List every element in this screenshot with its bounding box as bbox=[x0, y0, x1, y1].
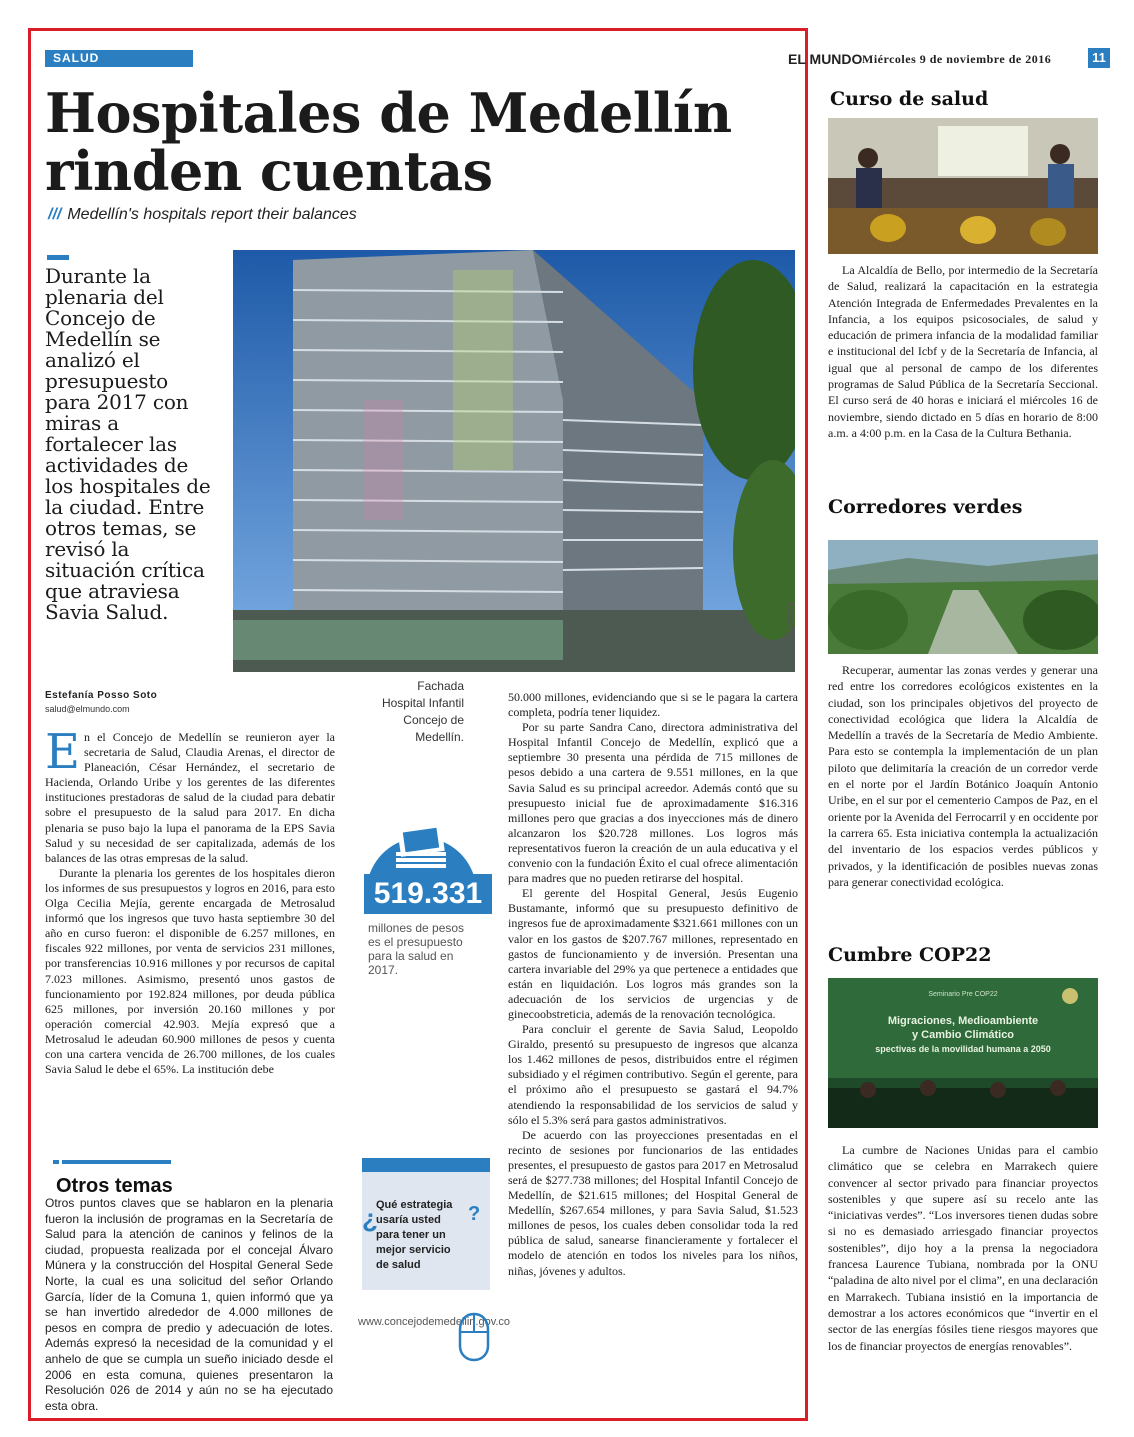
photo-line: y Cambio Climático bbox=[911, 1029, 1015, 1041]
sidebar-text-cop22 bbox=[828, 1142, 1098, 1354]
subtitle-text: Medellín's hospitals report their balances bbox=[67, 206, 357, 223]
article-title: Hospitales de Medellín rinden cuentas bbox=[45, 81, 732, 203]
photo-line: Seminario Pre COP22 bbox=[928, 991, 998, 998]
section-tag: SALUD bbox=[45, 50, 193, 67]
sidebar-paragraph: La cumbre de Naciones Unidas para el cambio climático que se celebra en Marrakech quiere convencer al sector privado para financiar proyectos sostenibles y que supere así su recelo ante las “iniciativas verdes”. “Los inversores tienen dudas sobre si no es demasiado arriesgado financiar proyectos sostenibles”, dijo hoy a la prensa la negociadora francesa Laurence Tubiana, nombrada por la ONU “paladina de alto nivel por el clima”, en una declaración en Marrakech. Tubiana insistió en la importancia de demostrar a los actores económicos que “invertir en el sector de las energías fósiles tiene riesgos mayores que los de financiar proyectos de energías renovables”. bbox=[828, 1143, 1098, 1353]
photo-credit: Cortesía bbox=[785, 601, 795, 636]
masthead bbox=[780, 48, 1120, 70]
body-paragraph: De acuerdo con las proyecciones presentadas en el recinto de sesiones por funcionarios de las entidades presentes, el presupuesto de gastos para 2017 en Metrosalud será de $277.738 millones; del Hospital Infantil Concejo de Medellín, de $21.615 millones; del Hospital General de Medellín, $267.654 millones, y para Savia Salud, $1.523 millones de pesos, los cuales deben consolidar toda la red pública de salud, sanearse financieramente y fortalecer el modelo de atención en todos los niveles para los niños, niñas, jóvenes y adultos. bbox=[508, 1127, 798, 1278]
mouse-icon bbox=[456, 1312, 492, 1362]
body-paragraph: 50.000 millones, evidenciando que si se le pagara la cartera completa, podría tener liquidez. bbox=[508, 690, 798, 720]
drop-cap: E bbox=[45, 724, 81, 780]
article-subtitle bbox=[48, 206, 357, 224]
otros-temas-text: Otros puntos claves que se hablaron en la plenaria fueron la inclusión de programas en la Secretaría de Salud para la atención de caninos y felinos de la ciudad, propuesta realizada por el concejal Álvaro Múnera y la construcción del Hospital General Sede Norte, la cual es una solicitud del señor Orlando García, líder de la Comuna 1, quien informó que ya se han invertido alrededor de 4.000 millones de pesos en compra de predio y adecuación de lotes. Además expresó la necesidad de la comunidad y el anhelo de que se cumpla un sueño iniciado desde el 2006 en esta comuna, quienes presentaron la Resolución 026 de 2014 y aún no se ha ejecutado esta obra. bbox=[45, 1196, 333, 1413]
newspaper-name: EL MUNDO bbox=[788, 51, 863, 67]
author-email: salud@elmundo.com bbox=[45, 704, 130, 714]
sidebar-heading-corredores: Corredores verdes bbox=[828, 496, 1023, 518]
photo-caption: Fachada Hospital Infantil Concejo de Medellín. bbox=[381, 679, 464, 744]
sidebar-paragraph: La Alcaldía de Bello, por intermedio de la Secretaría de Salud, realizará la capacitación en la estrategia Atención Integrada de Enfermedades Prevalentes en la Infancia, a los equipos psicosociales, de salud y educación de primera infancia de la modalidad familiar e institucional del Icbf y de la Secretaría de Infancia, al igual que al personal de campo de los diferentes programas de Salud Pública de la Secretaría Seccional. El curso será de 40 horas e iniciará el miércoles 16 de noviembre, siendo dictado en 5 días en horario de 8:00 a.m. a 4:00 p.m. en la Casa de la Cultura Bethania. bbox=[828, 263, 1098, 440]
lead-accent-bar bbox=[47, 255, 69, 260]
sidebar-paragraph: Recuperar, aumentar las zonas verdes y generar una red entre los corredores ecológicos existentes en la ciudad, son los principales objetivos del proyecto de conectividad ecológica que lidera la Alcaldía de Medellín a través de la Secretaría de Medio Ambiente. Para esto se contempla la implementación de un plan piloto que delimitaría la creación de un corredor verde en el norte por el Jardín Botánico Joaquín Antonio Uribe, en el sur por el cementerio Campos de Paz, en el oriente por la Avenida del Ferrocarril y en occidente por la carrera 65. Esta iniciativa contempla la actualización del inventario de los espacios verdes públicos y privados, y la identificación de posibles nuevas zonas para generar conectividad ecológica. bbox=[828, 663, 1098, 889]
body-paragraph: El gerente del Hospital General, Jesús Eugenio Bustamante, informó que su presupuesto definitivo de ingresos fue de aproximadamente $321.661 millones con un valor en los gastos de $207.767 millones, representado en gastos de funcionamiento y de inversión. Presentan una cartera invariable del 29% ya que pertenece a entidades que están en liquidación. Los logros más grandes son la adecuación de los servicios de urgencias y de ginecoobstreticia, además de la renovación tecnológica. bbox=[508, 886, 798, 1021]
photo-line: spectivas de la movilidad humana a 2050 bbox=[875, 1044, 1051, 1054]
photo-line: Migraciones, Medioambiente bbox=[887, 1015, 1039, 1027]
body-paragraph: Durante la plenaria los gerentes de los hospitales dieron los informes de sus presupuestos y logros en 2016, para esto Olga Cecilia Mejía, gerente encargada de Metrosalud informó que los ingresos que tuvo hasta septiembre 30 del año en curso fueron: el disponible de 6.257 millones, en fiscales 922 millones, por venta de servicios 231 millones, por transferencias 10.916 millones y por recursos de capital 7.023 millones. Asimismo, presentó unos gastos de funcionamiento por 192.824 millones, por deuda pública 625 millones, por inversión 20.160 millones y por operación comercial 42.903. Mejía expresó que a Metrosalud le adeudan 60.900 millones de pesos y cuenta con una cartera vencida de 26.700 millones, de los cuales Savia Salud le debe el 65%. La institución debe bbox=[45, 865, 335, 1077]
issue-date: Miércoles 9 de noviembre de 2016 bbox=[862, 52, 1052, 66]
stat-label: millones de pesos es el presupuesto para la salud en 2017. bbox=[368, 921, 465, 977]
sidebar-heading-curso: Curso de salud bbox=[830, 88, 989, 110]
green-corridor-photo bbox=[828, 540, 1098, 654]
website-link[interactable]: www.concejodemedellin.gov.co bbox=[358, 1316, 511, 1328]
stat-value: 519.331 bbox=[364, 874, 492, 914]
classroom-photo bbox=[828, 118, 1098, 254]
body-paragraph: Para concluir el gerente de Savia Salud, Leopoldo Giraldo, presentó su presupuesto de ingresos que alcanza los 1.462 millones de pesos, distribuidos entre el régimen subsidiado y el régimen contributivo. Según el gerente, para el próximo año el presupuesto se gastará el 94.7% atendiendo la responsabilidad de los servicios de salud y sólo el 5.3% será para gastos administrativos. bbox=[508, 1022, 798, 1127]
question-box-header bbox=[362, 1158, 490, 1172]
sidebar-heading-cop22: Cumbre COP22 bbox=[828, 944, 992, 966]
body-paragraph: Por su parte Sandra Cano, directora administrativa del Hospital Infantil Concejo de Medellín, explicó que a septiembre 30 presenta una pérdida de 715 millones de pesos debido a una cartera de 9.551 millones, en la que Savia Salud es su principal acreedor. Además contó que su presupuesto inicial fue de aproximadamente $16.316 millones pero que gracias a dos inyecciones más de dinero alcanzaron los $20.728 millones. Los logros más representativos fueron la creación de un aula educativa y el convenio con la fundación Éxito el cual ofrece alimentación para madres que no pueden retirarse del hospital. bbox=[508, 720, 798, 886]
body-column-3 bbox=[508, 690, 798, 1279]
body-paragraph bbox=[45, 724, 335, 866]
cop22-panel-photo bbox=[828, 978, 1098, 1128]
paragraph-text: n el Concejo de Medellín se reunieron ayer la secretaria de Salud, Claudia Arenas, el director de Planeación, César Hernández, el secretario de Hacienda, Orlando Uribe y los gerentes de las diferentes instituciones prestadoras de salud de la ciudad para debatir sobre el presupuesto de la salud para 2017. En dicha plenaria se puso bajo la lupa el panorama de la EPS Savia Salud y su necesidad de ser capitalizada, además de los balances de las otras empresas de la salud. bbox=[45, 730, 335, 865]
money-icon bbox=[364, 796, 479, 878]
body-column-1 bbox=[45, 724, 335, 1077]
subtitle-slashes: /// bbox=[48, 206, 62, 223]
author-name: Estefanía Posso Soto bbox=[45, 690, 158, 701]
hospital-photo bbox=[233, 250, 795, 672]
article-lead: Durante la plenaria del Concejo de Medellín se analizó el presupuesto para 2017 con miras a fortalecer las actividades de los hospitales de la ciudad. Entre otros temas, se revisó la situación crítica que atraviesa Savia Salud. bbox=[45, 264, 211, 624]
question-text: Qué estrategia usaría usted para tener un mejor servicio de salud bbox=[376, 1199, 453, 1271]
question-close-mark: ? bbox=[468, 1203, 481, 1225]
sidebar-text-corredores bbox=[828, 662, 1098, 890]
otros-temas-heading: Otros temas bbox=[56, 1175, 173, 1197]
otros-accent-bar bbox=[45, 1160, 171, 1164]
page-number: 11 bbox=[1088, 48, 1110, 68]
sidebar-text-curso bbox=[828, 262, 1098, 441]
question-open-mark: ¿ bbox=[362, 1203, 378, 1233]
